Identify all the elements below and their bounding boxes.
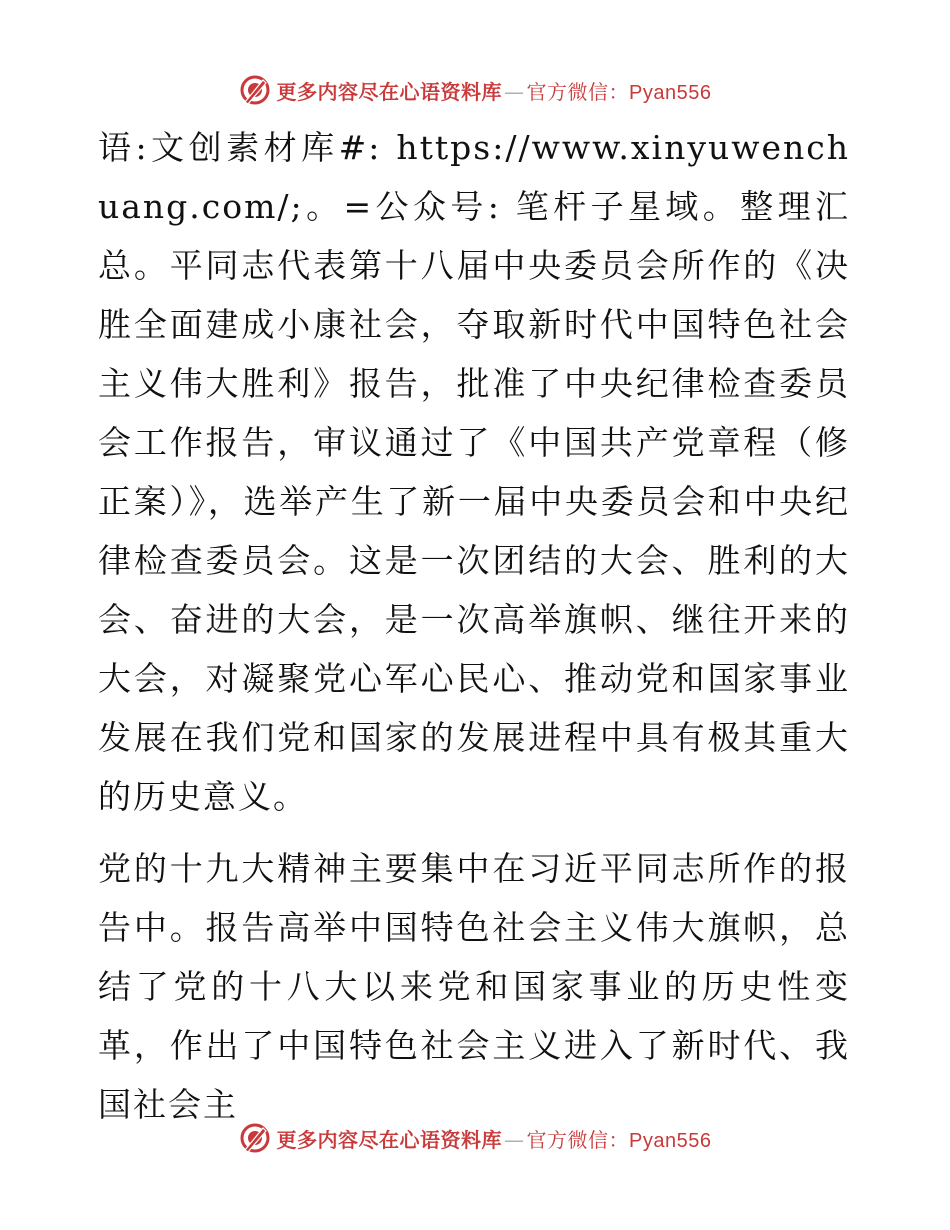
quill-seal-icon	[239, 74, 271, 106]
banner-wechat-label: 官方微信：	[526, 79, 630, 104]
paragraph-2: 党的十九大精神主要集中在习近平同志所作的报告中。报告高举中国特色社会主义伟大旗帜，总结了党的十八大以来党和国家事业的历史性变革，作出了中国特色社会主义进入了新时代、我国社会主	[98, 849, 850, 1124]
banner-text	[277, 1124, 712, 1153]
footer-banner	[0, 1118, 950, 1158]
banner-text	[277, 76, 712, 105]
header-banner	[0, 70, 950, 110]
banner-dash: —	[504, 1127, 525, 1152]
banner-dash: —	[504, 79, 525, 104]
document-body	[98, 118, 850, 1134]
banner-main-text: 更多内容尽在心语资料库	[276, 79, 503, 104]
quill-seal-icon	[239, 1122, 271, 1154]
banner-wechat-label: 官方微信：	[526, 1127, 630, 1152]
banner-wechat-id: Pyan556	[629, 81, 712, 104]
banner-wechat-id: Pyan556	[629, 1129, 712, 1152]
banner-main-text: 更多内容尽在心语资料库	[276, 1127, 503, 1152]
paragraph-1: 语:文创素材库#: https://www.xinyuwenchuang.com/;。=公众号: 笔杆子星域。整理汇总。平同志代表第十八届中央委员会所作的《决胜全面建成小康社会，夺取新时代中国特色社会主义伟大胜利》报告，批准了中央纪律检查委员会工作报告，审议通过了《中国共产党章程（修正案）》，选举产生了新一届中央委员会和中央纪律检查委员会。这是一次团结的大会、胜利的大会、奋进的大会，是一次高举旗帜、继往开来的大会，对凝聚党心军心民心、推动党和国家事业发展在我们党和国家的发展进程中具有极其重大的历史意义。	[98, 128, 850, 816]
